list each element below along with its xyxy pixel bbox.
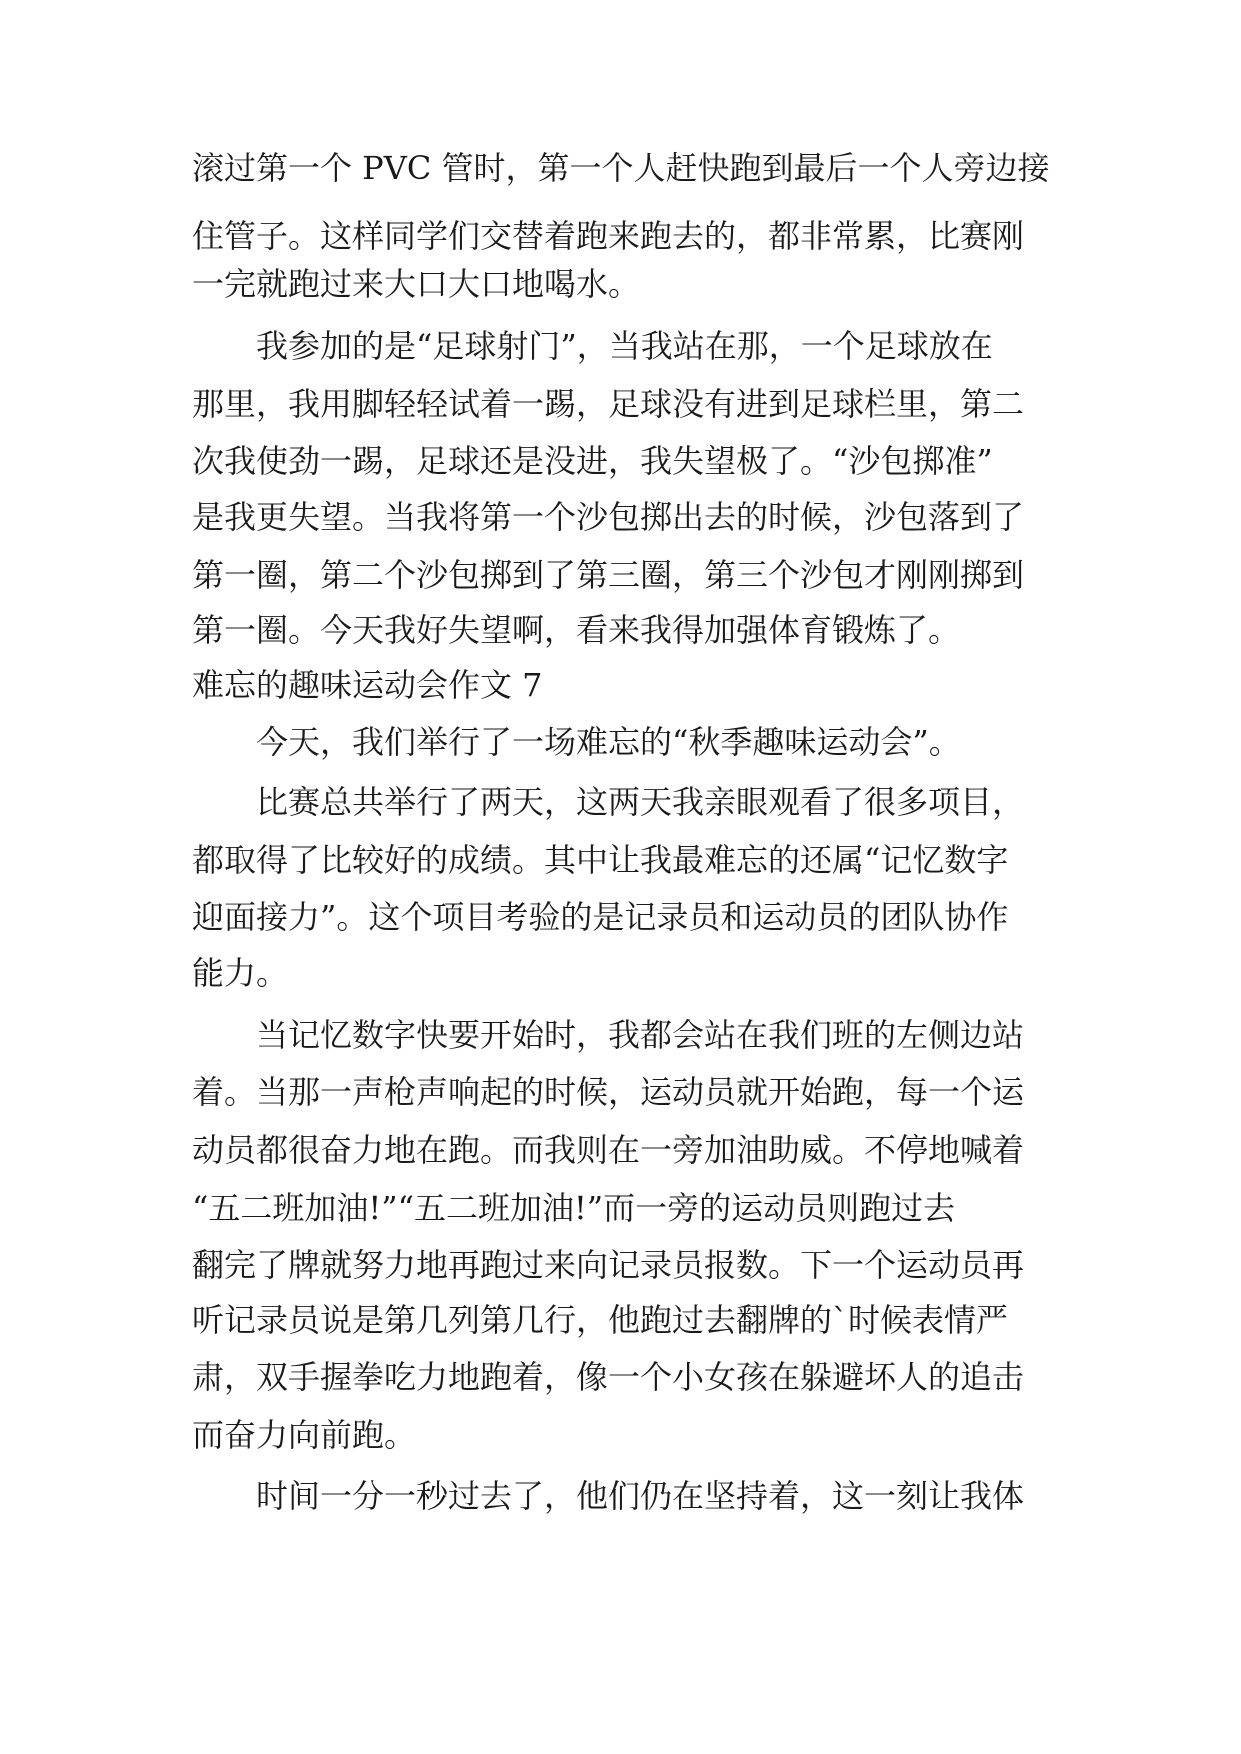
text-line: 着。当那一声枪声响起的时候，运动员就开始跑，每一个运 [192, 1073, 1025, 1111]
text-line: 次我使劲一踢，足球还是没进，我失望极了。“沙包掷准” [192, 442, 993, 480]
text-line: 比赛总共举行了两天，这两天我亲眼观看了很多项目， [256, 783, 1025, 821]
text-line: 第一圈，第二个沙包掷到了第三圈，第三个沙包才刚刚掷到 [192, 556, 1025, 594]
text-line: 滚过第一个 PVC 管时，第一个人赶快跑到最后一个人旁边接 [192, 149, 1050, 187]
text-line: 是我更失望。当我将第一个沙包掷出去的时候，沙包落到了 [192, 498, 1025, 536]
text-line: 第一圈。今天我好失望啊，看来我得加强体育锻炼了。 [192, 611, 961, 649]
text-line: 动员都很奋力地在跑。而我则在一旁加油助威。不停地喊着 [192, 1131, 1025, 1169]
text-line: 当记忆数字快要开始时，我都会站在我们班的左侧边站 [256, 1016, 1025, 1054]
text-line: 住管子。这样同学们交替着跑来跑去的，都非常累，比赛刚 [192, 217, 1025, 255]
text-line: 我参加的是“足球射门”，当我站在那，一个足球放在 [256, 327, 993, 365]
text-line: 肃，双手握拳吃力地跑着，像一个小女孩在躲避坏人的追击 [192, 1358, 1025, 1396]
text-line: 那里，我用脚轻轻试着一踢，足球没有进到足球栏里，第二 [192, 385, 1025, 423]
text-line: 而奋力向前跑。 [192, 1416, 417, 1454]
section-heading: 难忘的趣味运动会作文 7 [192, 666, 543, 704]
text-line: 翻完了牌就努力地再跑过来向记录员报数。下一个运动员再 [192, 1246, 1025, 1284]
text-line: 今天，我们举行了一场难忘的“秋季趣味运动会”。 [256, 723, 961, 761]
text-line: 都取得了比较好的成绩。其中让我最难忘的还属“记忆数字 [192, 841, 1009, 879]
text-line: 一完就跑过来大口大口地喝水。 [192, 265, 641, 303]
text-line: 听记录员说是第几列第几行，他跑过去翻牌的`时候表情严 [192, 1301, 1009, 1339]
text-line: “五二班加油!”“五二班加油!”而一旁的运动员则跑过去 [192, 1189, 956, 1227]
text-line: 能力。 [192, 954, 289, 992]
text-line: 迎面接力”。这个项目考验的是记录员和运动员的团队协作 [192, 898, 1009, 936]
text-line: 时间一分一秒过去了，他们仍在坚持着，这一刻让我体 [256, 1477, 1025, 1515]
